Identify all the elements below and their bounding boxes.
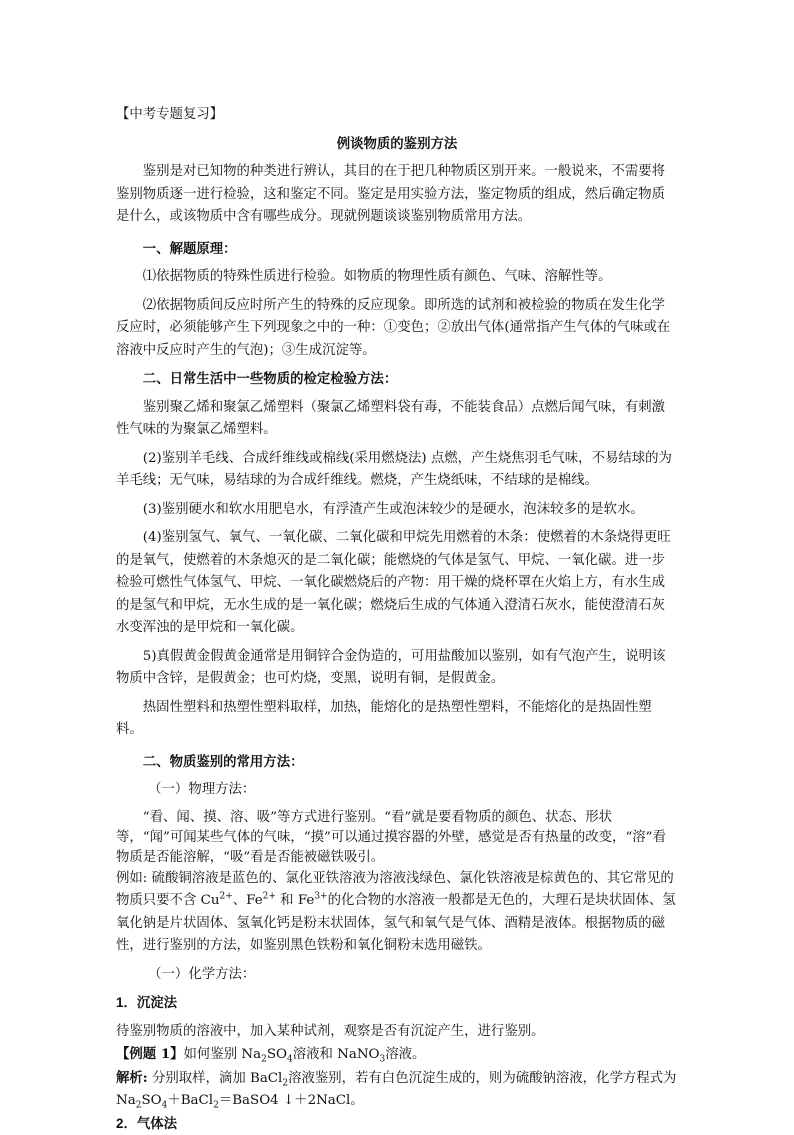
- intro-paragraph: 鉴别是对已知物的种类进行辨认，其目的在于把几种物质区别开来。一般说来，不需要将鉴别物质逐一进行检验，这和鉴定不同。鉴定是用实验方法，鉴定物质的组成，然后确定物质是什么，或该物质中含有哪些成分。现就例题谈谈鉴别物质常用方法。: [116, 161, 678, 229]
- section1-paragraph-2: ⑵依据物质间反应时所产生的特殊的反应现象。即所选的试剂和被检验的物质在发生化学反应时，必须能够产生下列现象之中的一种：①变色；②放出气体(通常指产生气体的气味或在溶液中反应时产生的气泡)；③生成沉淀等。: [116, 295, 678, 363]
- section2-paragraph-2: (2)鉴别羊毛线、合成纤维线或棉线(采用燃烧法) 点燃，产生烧焦羽毛气味，不易结球的为羊毛线；无气味，易结球的为合成纤维线。燃烧，产生烧纸味，不结球的是棉线。: [116, 448, 678, 493]
- example-1: 【例题 1】如何鉴别 $Na_2SO_4$溶液和 NaNO$_3$溶液。: [116, 1043, 678, 1067]
- gas-method-heading: 2．气体法: [116, 1113, 678, 1135]
- document-body: [116, 104, 678, 1135]
- document-title: 例谈物质的鉴别方法: [116, 133, 678, 156]
- section1-heading: 一、解题原理：: [116, 238, 678, 261]
- section2-paragraph-1: 鉴别聚乙烯和聚氯乙烯塑料（聚氯乙烯塑料袋有毒，不能装食品）点燃后闻气味，有刺激性气味的为聚氯乙烯塑料。: [116, 397, 678, 442]
- example-1-analysis: 解析: 分别取样，滴加 BaCl$_2$溶液鉴别，若有白色沉淀生成的，则为硫酸钠溶液，化学方程式为 $Na_2SO_4+BaCl_2=BaSO4$ ↓＋2NaCl。: [116, 1067, 678, 1113]
- topic-tag: 【中考专题复习】: [116, 104, 678, 127]
- section1-paragraph-1: ⑴依据物质的特殊性质进行检验。如物质的物理性质有颜色、气味、溶解性等。: [116, 266, 678, 289]
- physical-method-heading: （一）物理方法：: [116, 779, 678, 802]
- section2-heading: 二、日常生活中一些物质的检定检验方法：: [116, 368, 678, 391]
- chemical-method-heading: （一）化学方法：: [116, 964, 678, 987]
- section2-paragraph-5: 5)真假黄金假黄金通常是用铜锌合金伪造的，可用盐酸加以鉴别，如有气泡产生，说明该物质中含锌，是假黄金；也可灼烧，变黑，说明有铜，是假黄金。: [116, 646, 678, 691]
- section3-heading: 二、物质鉴别的常用方法：: [116, 751, 678, 774]
- physical-method-paragraph: “看、闻、摸、溶、吸”等方式进行鉴别。“看”就是要看物质的颜色、状态、形状等，“闻”可闻某些气体的气味，“摸”可以通过摸容器的外壁，感觉是否有热量的改变，“溶”看物质是否能溶解，“吸”看是否能被磁铁吸引。: [116, 808, 678, 868]
- section2-paragraph-6: 热固性塑料和热塑性塑料取样，加热，能熔化的是热塑性塑料，不能熔化的是热固性塑料。: [116, 697, 678, 742]
- precipitation-method-heading: 1．沉淀法: [116, 992, 678, 1015]
- physical-method-example: 例如: 硫酸铜溶液是蓝色的、氯化亚铁溶液为溶液浅绿色、氯化铁溶液是棕黄色的、其它常见的物质只要不含 $Cu^{2+}$、$Fe^{2+}$ 和 $Fe^{3+}$的化合物的水溶液一般都是无色的，大理石是块状固体、氢氧化钠是片状固体、氢氧化钙是粉末状固体，氢气和氧气是气体、酒精是液体。根据物质的磁性，进行鉴别的方法，如鉴别黑色铁粉和氧化铜粉末选用磁铁。: [116, 868, 678, 958]
- section2-paragraph-3: (3)鉴别硬水和软水用肥皂水，有浮渣产生或泡沫较少的是硬水，泡沫较多的是软水。: [116, 499, 678, 522]
- precipitation-method-paragraph: 待鉴别物质的溶液中，加入某种试剂，观察是否有沉淀产生，进行鉴别。: [116, 1021, 678, 1044]
- section2-paragraph-4: (4)鉴别氢气、氧气、一氧化碳、二氧化碳和甲烷先用燃着的木条：使燃着的木条烧得更旺的是氧气，使燃着的木条熄灭的是二氧化碳；能燃烧的气体是氢气、甲烷、一氧化碳。进一步检验可燃性气体氢气、甲烷、一氧化碳燃烧后的产物：用干燥的烧杯罩在火焰上方，有水生成的是氢气和甲烷，无水生成的是一氧化碳；燃烧后生成的气体通入澄清石灰水，能使澄清石灰水变浑浊的是甲烷和一氧化碳。: [116, 527, 678, 640]
